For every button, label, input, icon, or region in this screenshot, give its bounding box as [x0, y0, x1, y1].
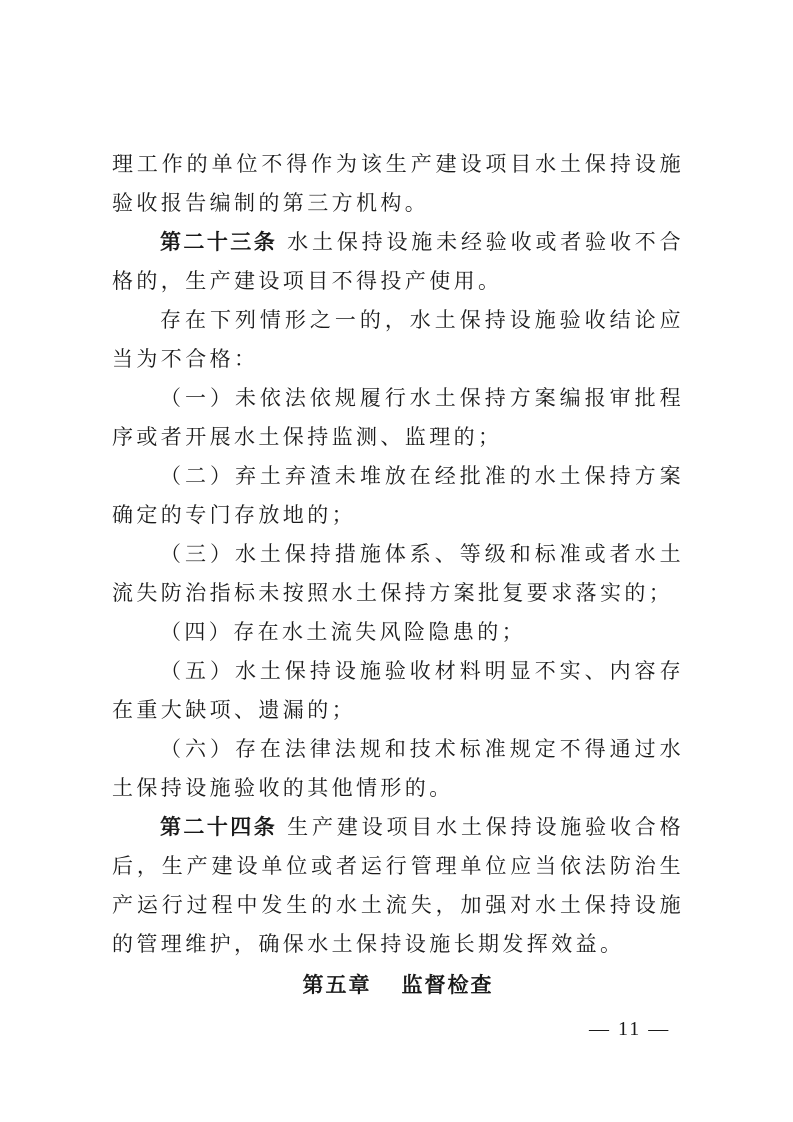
list-item: （六）存在法律法规和技术标准规定不得通过水土保持设施验收的其他情形的。 [112, 737, 684, 800]
article-23-text: 水土保持设施未经验收或者验收不合格的，生产建设项目不得投产使用。 [112, 230, 684, 293]
list-item: （二）弃土弃渣未堆放在经批准的水土保持方案确定的专门存放地的； [112, 464, 684, 527]
chapter-heading [112, 966, 684, 1005]
page-number: — 11 — [589, 1018, 671, 1040]
chapter-title: 监督检查 [401, 973, 494, 997]
article-23-number: 第二十三条 [160, 230, 278, 254]
document-body [112, 145, 684, 1005]
article-24-text: 生产建设项目水土保持设施验收合格后，生产建设单位或者运行管理单位应当依法防治生产运行过程中发生的水土流失，加强对水土保持设施的管理维护，确保水土保持设施长期发挥效益。 [112, 815, 684, 956]
article-23 [112, 223, 684, 301]
article-23-intro: 存在下列情形之一的，水土保持设施验收结论应当为不合格： [112, 308, 684, 371]
chapter-number: 第五章 [302, 973, 372, 997]
list-item: （五）水土保持设施验收材料明显不实、内容存在重大缺项、遗漏的； [112, 659, 684, 722]
list-item: （三）水土保持措施体系、等级和标准或者水土流失防治指标未按照水土保持方案批复要求落实的； [112, 542, 684, 605]
list-item: （一）未依法依规履行水土保持方案编报审批程序或者开展水土保持监测、监理的； [112, 386, 684, 449]
continued-paragraph: 理工作的单位不得作为该生产建设项目水土保持设施验收报告编制的第三方机构。 [112, 152, 684, 215]
list-item: （四）存在水土流失风险隐患的； [160, 620, 526, 644]
article-24-number: 第二十四条 [160, 815, 278, 839]
article-24 [112, 808, 684, 964]
